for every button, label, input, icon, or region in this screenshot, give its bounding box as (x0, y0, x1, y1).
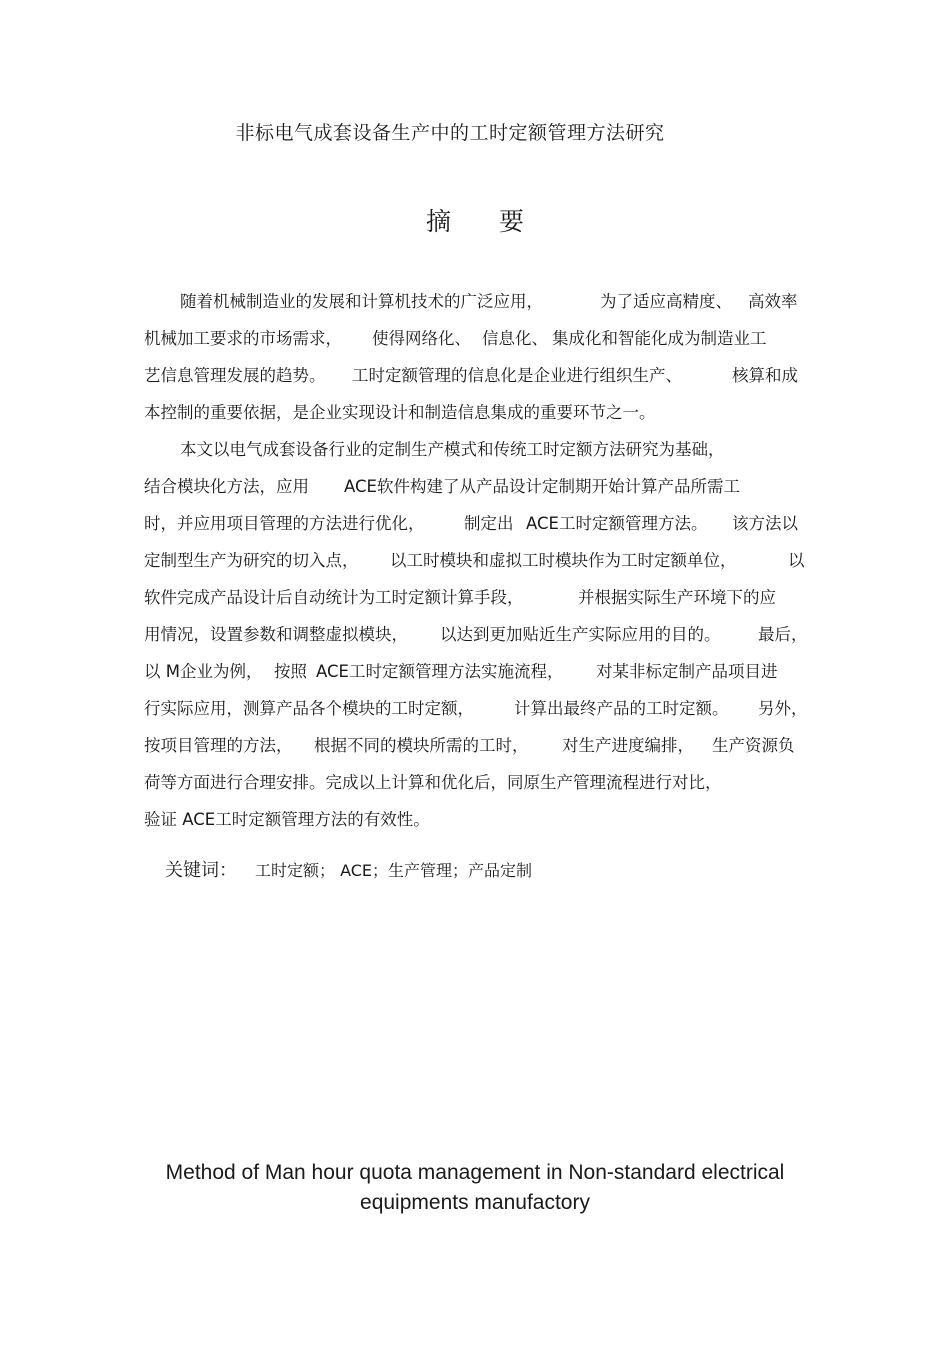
abstract-line (144, 362, 808, 399)
text-segment: ACE工时定额管理方法。 (526, 514, 708, 533)
text-segment: 使得网络化、 (372, 329, 471, 348)
text-segment: 验证 ACE工时定额管理方法的有效性。 (144, 810, 430, 829)
text-segment: 最后， (758, 625, 808, 644)
english-title-line: equipments manufactory (360, 1191, 590, 1214)
text-segment: 以 M企业为例， (144, 662, 263, 681)
text-segment: 另外， (758, 699, 808, 718)
text-segment: 对某非标定制产品项目进 (596, 662, 778, 681)
text-segment: 核算和成 (732, 366, 798, 385)
text-segment: 行实际应用，测算产品各个模块的工时定额， (144, 699, 474, 718)
text-segment: 软件完成产品设计后自动统计为工时定额计算手段， (144, 588, 524, 607)
text-segment: ACE软件构建了从产品设计定制期开始计算产品所需工 (344, 477, 740, 496)
text-segment: 信息化、 (482, 329, 548, 348)
abstract-line (144, 695, 808, 732)
english-title-line: Method of Man hour quota management in Non-standard electrical (165, 1161, 785, 1184)
text-segment: 以达到更加贴近生产实际应用的目的。 (440, 625, 721, 644)
keywords-list: 工时定额； ACE；生产管理；产品定制 (255, 861, 533, 880)
abstract-line (144, 288, 808, 325)
text-segment: 时，并应用项目管理的方法进行优化， (144, 514, 425, 533)
text-segment: 定制型生产为研究的切入点， (144, 551, 359, 570)
abstract-line (144, 399, 808, 436)
text-segment: 本文以电气成套设备行业的定制生产模式和传统工时定额方法研究为基础， (180, 440, 725, 459)
abstract-line (144, 510, 808, 547)
text-segment: 结合模块化方法，应用 (144, 477, 309, 496)
abstract-body (144, 288, 808, 843)
text-segment: 该方法以 (732, 514, 798, 533)
chinese-title: 非标电气成套设备生产中的工时定额管理方法研究 (235, 122, 665, 144)
keywords-line (165, 856, 532, 882)
abstract-line (144, 325, 808, 362)
english-title (0, 1158, 950, 1218)
text-segment: 以 (788, 551, 805, 570)
abstract-line (144, 436, 808, 473)
text-segment: 工时定额管理的信息化是企业进行组织生产、 (352, 366, 682, 385)
text-segment: 以工时模块和虚拟工时模块作为工时定额单位， (390, 551, 737, 570)
text-segment: 高效率 (748, 292, 798, 311)
abstract-line (144, 732, 808, 769)
text-segment: 按项目管理的方法， (144, 736, 293, 755)
text-segment: 艺信息管理发展的趋势。 (144, 366, 326, 385)
abstract-line (144, 584, 808, 621)
abstract-line (144, 769, 808, 806)
text-segment: ACE工时定额管理方法实施流程， (316, 662, 564, 681)
abstract-line (144, 473, 808, 510)
text-segment: 为了适应高精度、 (600, 292, 732, 311)
text-segment: 计算出最终产品的工时定额。 (514, 699, 729, 718)
abstract-heading: 摘 要 (426, 207, 544, 236)
text-segment: 生产资源负 (712, 736, 795, 755)
abstract-line (144, 621, 808, 658)
text-segment: 随着机械制造业的发展和计算机技术的广泛应用， (180, 292, 543, 311)
abstract-line (144, 658, 808, 695)
keywords-label: 关键词： (165, 860, 237, 881)
text-segment: 制定出 (464, 514, 514, 533)
text-segment: 用情况，设置参数和调整虚拟模块， (144, 625, 408, 644)
text-segment: 本控制的重要依据，是企业实现设计和制造信息集成的重要环节之一。 (144, 403, 656, 422)
abstract-line (144, 806, 808, 843)
text-segment: 荷等方面进行合理安排。完成以上计算和优化后，同原生产管理流程进行对比， (144, 773, 722, 792)
text-segment: 根据不同的模块所需的工时， (314, 736, 529, 755)
text-segment: 机械加工要求的市场需求， (144, 329, 342, 348)
text-segment: 并根据实际生产环境下的应 (578, 588, 776, 607)
abstract-line (144, 547, 808, 584)
text-segment: 集成化和智能化成为制造业工 (552, 329, 767, 348)
text-segment: 对生产进度编排， (562, 736, 694, 755)
text-segment: 按照 (274, 662, 307, 681)
